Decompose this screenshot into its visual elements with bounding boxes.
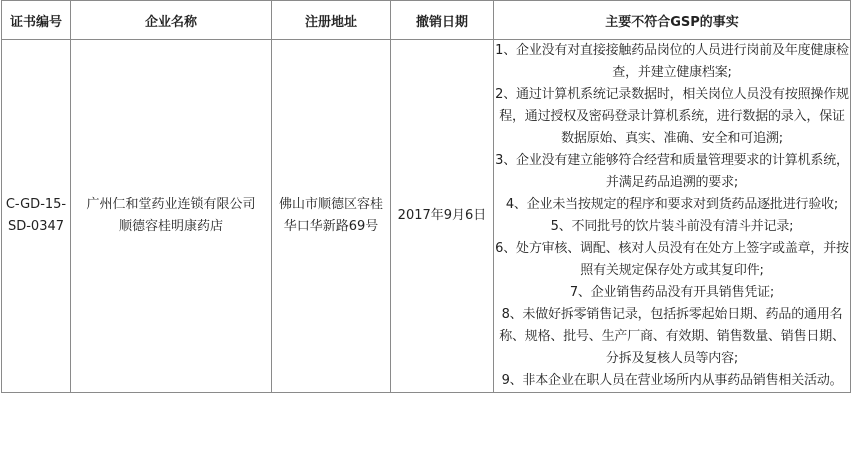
fact-item-1: 1、企业没有对直接接触药品岗位的人员进行岗前及年度健康检查，并建立健康档案; [495, 43, 849, 80]
cell-gsp-facts [494, 40, 851, 393]
header-company-name: 企业名称 [71, 1, 272, 40]
cell-registered-address [272, 40, 391, 393]
gsp-violation-table [1, 0, 851, 393]
header-gsp-facts: 主要不符合GSP的事实 [494, 1, 851, 40]
table-header-row [2, 1, 851, 40]
cell-cert-number [2, 40, 71, 393]
fact-item-5: 5、不同批号的饮片装斗前没有清斗并记录; [550, 219, 794, 234]
cell-company-name [71, 40, 272, 393]
fact-item-2: 2、通过计算机系统记录数据时，相关岗位人员没有按照操作规程，通过授权及密码登录计算机系统，进行数据的录入，保证数据原始、真实、准确、安全和可追溯; [495, 87, 849, 146]
company-name-line1: 广州仁和堂药业连锁有限公司 [86, 197, 256, 212]
fact-item-6: 6、处方审核、调配、核对人员没有在处方上签字或盖章，并按照有关规定保存处方或其复印件; [495, 241, 849, 278]
cell-revoke-date: 2017年9月6日 [391, 40, 494, 393]
fact-item-3: 3、企业没有建立能够符合经营和质量管理要求的计算机系统，并满足药品追溯的要求; [495, 153, 849, 190]
fact-item-7: 7、企业销售药品没有开具销售凭证; [569, 285, 775, 300]
cert-number-line2: SD-0347 [7, 219, 65, 234]
header-revoke-date: 撤销日期 [391, 1, 494, 40]
header-cert-number: 证书编号 [2, 1, 71, 40]
fact-item-8: 8、未做好拆零销售记录，包括拆零起始日期、药品的通用名称、规格、批号、生产厂商、有效期、销售数量、销售日期、分拆及复核人员等内容; [499, 307, 845, 366]
address-line2: 华口华新路69号 [283, 219, 379, 234]
cert-number-line1: C-GD-15- [5, 197, 67, 212]
fact-item-9: 9、非本企业在职人员在营业场所内从事药品销售相关活动。 [501, 373, 843, 388]
company-name-line2: 顺德容桂明康药店 [118, 219, 223, 234]
fact-item-4: 4、企业未当按规定的程序和要求对到货药品逐批进行验收; [505, 197, 839, 212]
header-registered-address: 注册地址 [272, 1, 391, 40]
table-row [2, 40, 851, 393]
address-line1: 佛山市顺德区容桂 [278, 197, 383, 212]
